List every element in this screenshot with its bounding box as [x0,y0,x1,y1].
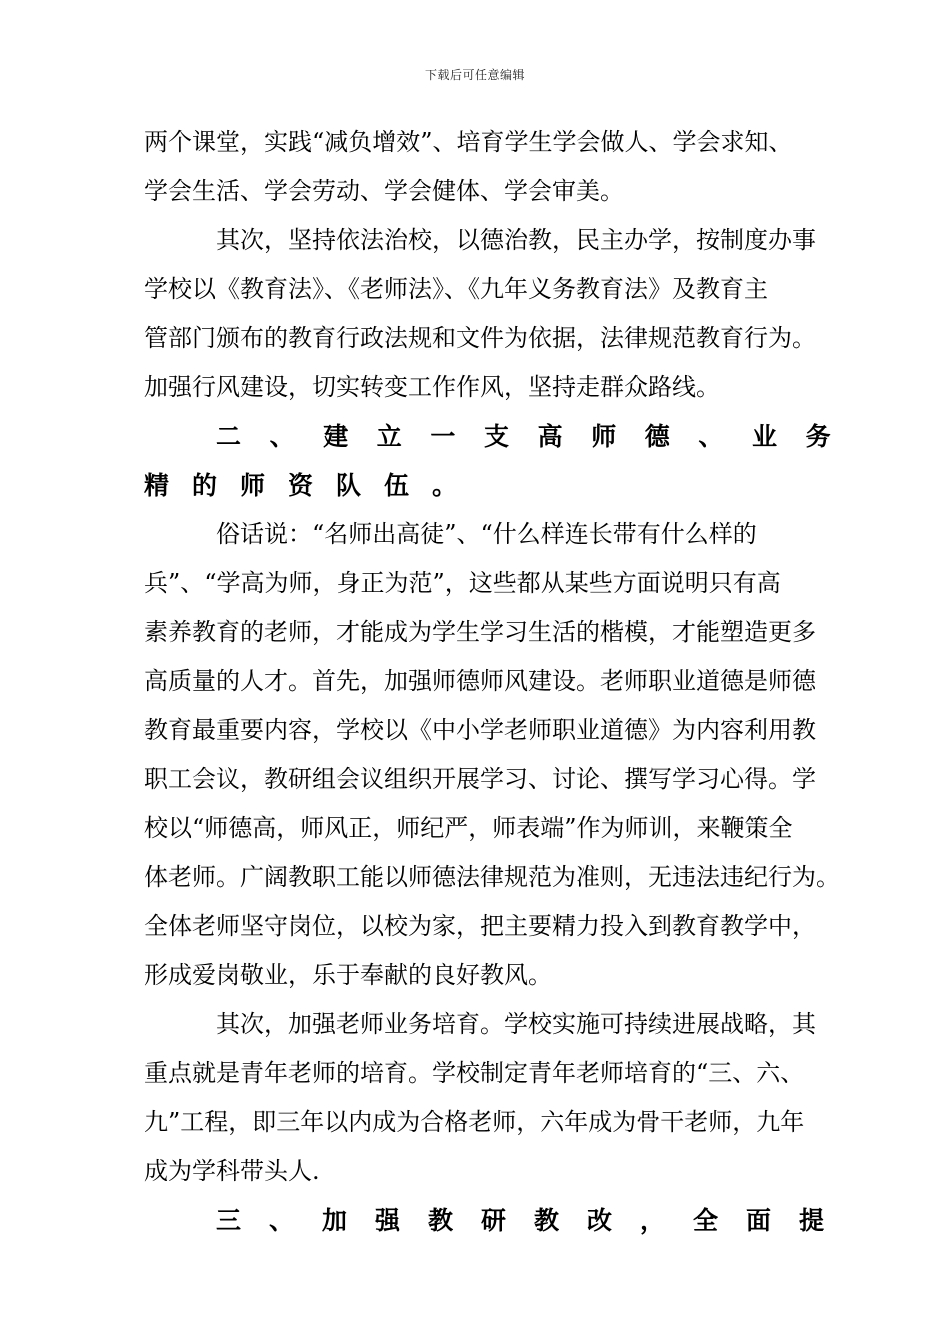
body-line: 九”工程，即三年以内成为合格老师，六年成为骨干老师，九年 [144,1108,805,1136]
body-line: 素养教育的老师，才能成为学生学习生活的楷模，才能塑造更多 [144,618,816,646]
section-heading-2-cont: 精的师资队伍。 [144,471,481,500]
body-line: 全体老师坚守岗位，以校为家，把主要精力投入到教育教学中， [144,912,816,940]
body-line: 其次，加强老师业务培育。学校实施可持续进展战略，其 [216,1010,816,1038]
body-line: 学会生活、学会劳动、学会健体、学会审美。 [144,177,624,205]
body-line: 职工会议，教研组会议组织开展学习、讨论、撰写学习心得。学 [144,765,816,793]
body-line: 兵”、“学高为师，身正为范”，这些都从某些方面说明只有高 [144,569,781,597]
body-line: 高质量的人才。首先，加强师德师风建设。老师职业道德是师德 [144,667,816,695]
body-line: 加强行风建设，切实转变工作作风，坚持走群众路线。 [144,373,720,401]
section-heading-3: 三、加强教研教改，全面提 [216,1206,853,1235]
body-line: 管部门颁布的教育行政法规和文件为依据，法律规范教育行为。 [144,324,816,352]
page-header: 下载后可任意编辑 [424,68,525,82]
body-line: 成为学科带头人. [144,1157,320,1185]
section-heading-2: 二、建立一支高师德、业务 [216,422,860,451]
body-line: 教育最重要内容，学校以《中小学老师职业道德》为内容利用教 [144,716,816,744]
document-body [144,118,860,1245]
body-line: 俗话说：“名师出高徒”、“什么样连长带有什么样的 [216,520,757,548]
body-line: 学校以《教育法》、《老师法》、《九年义务教育法》及教育主 [144,275,768,303]
body-line: 其次，坚持依法治校，以德治教，民主办学，按制度办事 [216,226,816,254]
body-line: 校以“师德高，师风正，师纪严，师表端”作为师训，来鞭策全 [144,814,793,842]
body-line: 重点就是青年老师的培育。学校制定青年老师培育的“三、六、 [144,1059,805,1087]
body-line: 体老师。广阔教职工能以师德法律规范为准则，无违法违纪行为。 [144,863,840,891]
body-line: 形成爱岗敬业，乐于奉献的良好教风。 [144,961,552,989]
body-line: 两个课堂，实践“减负增效”、培育学生学会做人、学会求知、 [144,128,793,156]
